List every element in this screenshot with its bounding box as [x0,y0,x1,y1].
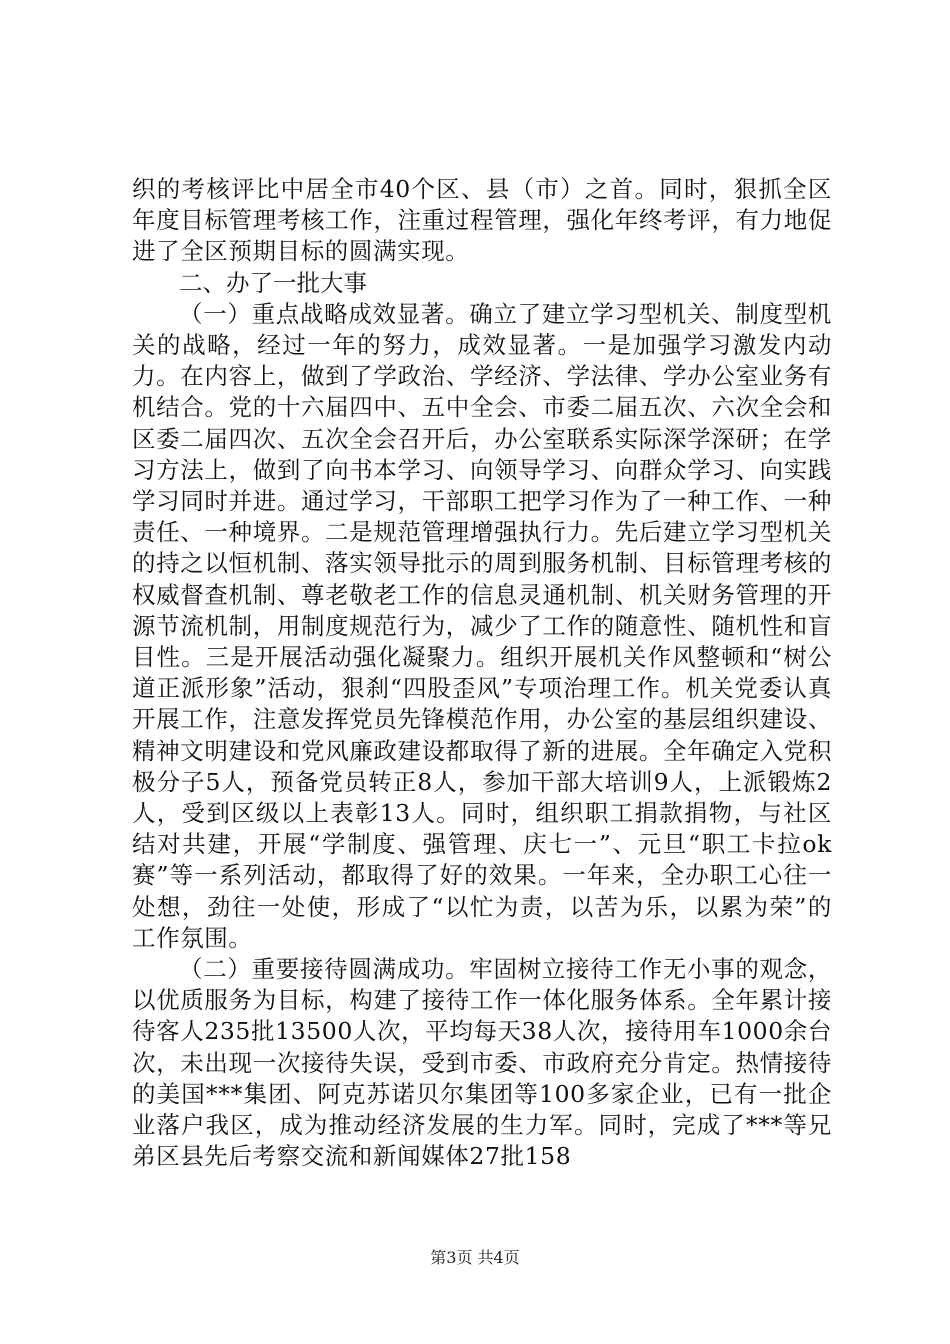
paragraph-strategy: （一）重点战略成效显著。确立了建立学习型机关、制度型机关的战略，经过一年的努力，成效显著。一是加强学习激发内动力。在内容上，做到了学政治、学经济、学法律、学办公室业务有机结合。党的十六届四中、五中全会、市委二届五次、六次全会和区委二届四次、五次全会召开后，办公室联系实际深学深研；在学习方法上，做到了向书本学习、向领导学习、向群众学习、向实践学习同时并进。通过学习，干部职工把学习作为了一种工作、一种责任、一种境界。二是规范管理增强执行力。先后建立学习型机关的持之以恒机制、落实领导批示的周到服务机制、目标管理考核的权威督查机制、尊老敬老工作的信息灵通机制、机关财务管理的开源节流机制，用制度规范行为，减少了工作的随意性、随机性和盲目性。三是开展活动强化凝聚力。组织开展机关作风整顿和“树公道正派形象”活动，狠刹“四股歪风”专项治理工作。机关党委认真开展工作，注意发挥党员先锋模范作用，办公室的基层组织建设、精神文明建设和党风廉政建设都取得了新的进展。全年确定入党积极分子5人，预备党员转正8人，参加干部大培训9人，上派锻炼2人，受到区级以上表彰13人。同时，组织职工捐款捐物，与社区结对共建，开展“学制度、强管理、庆七一”、元旦“职工卡拉ok赛”等一系列活动，都取得了好的效果。一年来，全办职工心往一处想，劲往一处使，形成了“以忙为责，以苦为乐，以累为荣”的工作氛围。 [132,299,832,952]
page-footer: 第3页 共4页 [430,1248,520,1267]
section-heading: 二、办了一批大事 [179,268,367,297]
paragraph-continuation: 织的考核评比中居全市40个区、县（市）之首。同时，狠抓全区年度目标管理考核工作，注重过程管理，强化年终考评，有力地促进了全区预期目标的圆满实现。 [132,175,832,266]
paragraph-reception: （二）重要接待圆满成功。牢固树立接待工作无小事的观念，以优质服务为目标，构建了接待工作一体化服务体系。全年累计接待客人235批13500人次，平均每天38人次，接待用车1000余台次，未出现一次接待失误，受到市委、市政府充分肯定。热情接待的美国***集团、阿克苏诺贝尔集团等100多家企业，已有一批企业落户我区，成为推动经济发展的生力军。同时，完成了***等兄弟区县先后考察交流和新闻媒体27批158 [132,955,832,1171]
document-body [132,174,832,1173]
